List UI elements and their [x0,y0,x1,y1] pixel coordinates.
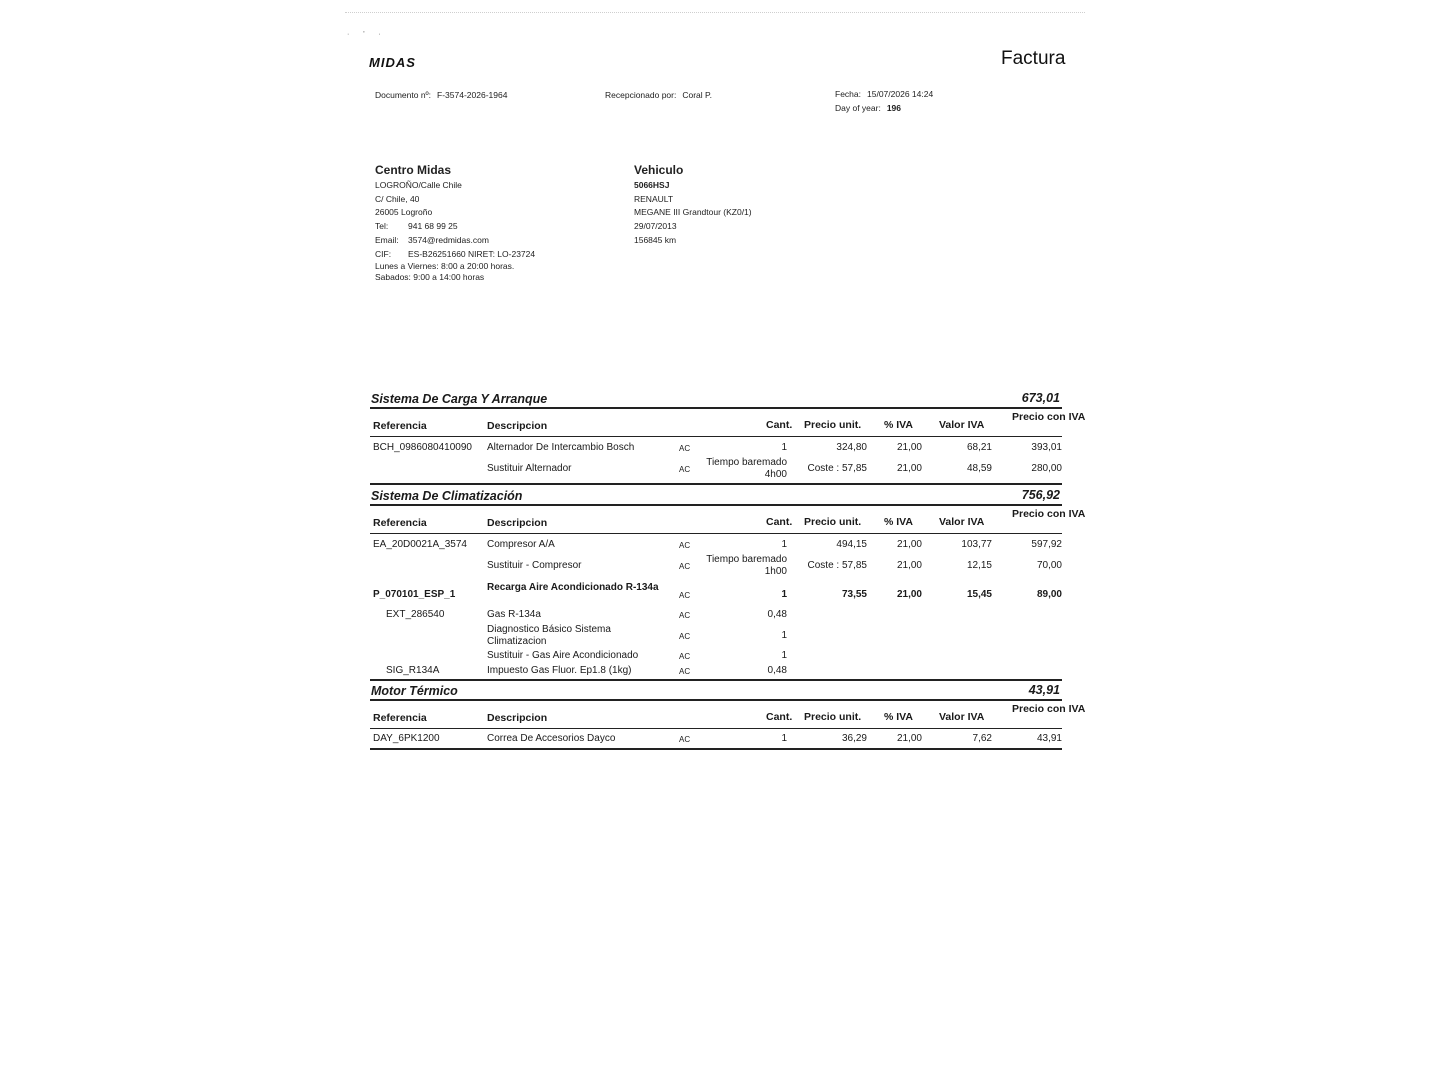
row-ac-code: AC [679,652,691,661]
center-email [375,234,535,248]
row-ac-code: AC [679,541,691,550]
col-price-with-vat: Precio con IVA [1012,508,1086,520]
opening-hours-saturday: Sabados: 9:00 a 14:00 horas [375,272,485,283]
col-vat-value: Valor IVA [939,419,985,431]
row-description: Sustituir - Compresor [487,560,582,571]
received-by-label: Recepcionado por: [605,90,677,100]
received-by [605,90,712,100]
row-unit-price: 36,29 [841,733,867,744]
center-address-line3: 26005 Logroño [375,207,433,218]
day-of-year-label: Day of year: [835,103,881,113]
center-address-line1: LOGROÑO/Calle Chile [375,180,462,190]
vehicle-info [634,162,752,248]
invoice-date-label: Fecha: [835,89,861,99]
table-row [370,622,1062,650]
row-vat-percent: 21,00 [896,442,922,453]
row-vat-value: 7,62 [972,733,992,744]
row-ac-code: AC [679,735,691,744]
row-vat-percent: 21,00 [896,539,922,550]
row-vat-percent: 21,00 [896,463,922,474]
row-vat-percent: 21,00 [896,560,922,571]
table-row [370,608,1062,622]
scan-edge-line [345,12,1085,14]
row-vat-percent: 21,00 [896,589,922,600]
row-description: Compresor A/A [487,539,555,550]
row-description: Sustituir Alternador [487,463,572,474]
row-description: Impuesto Gas Fluor. Ep1.8 (1kg) [487,665,632,676]
column-headers [370,409,1086,437]
section-engine [370,683,1086,750]
section-rows [370,729,1062,750]
row-vat-value: 48,59 [966,463,992,474]
section-title: Sistema De Climatización [371,489,523,503]
row-unit-price: Coste : 57,85 [807,463,867,474]
row-reference: P_070101_ESP_1 [373,589,456,600]
row-unit-price: 73,55 [841,589,867,600]
center-cif [375,248,535,262]
document-number-label: Documento nº: [375,90,432,100]
section-header [370,391,1062,409]
col-vat-percent: % IVA [884,419,913,431]
midas-logo: MIDAS [369,55,416,70]
document-number-value: F-3574-2026-1964 [437,90,508,100]
row-quantity: 0,48 [767,609,787,620]
vehicle-model: MEGANE III Grandtour (KZ0/1) [634,207,752,218]
column-headers [370,506,1086,534]
invoice-date [835,89,933,99]
col-unit-price: Precio unit. [804,516,862,528]
row-reference: SIG_R134A [386,665,440,676]
table-row [370,729,1062,748]
col-quantity: Cant. [766,711,793,723]
document-number [375,90,507,100]
section-title: Sistema De Carga Y Arranque [371,392,548,406]
document-title: Factura [1001,48,1066,69]
section-rows [370,534,1062,681]
row-vat-value: 12,15 [966,560,992,571]
col-price-with-vat: Precio con IVA [1012,411,1086,423]
row-description: Gas R-134a [487,609,541,620]
row-description: Alternador De Intercambio Bosch [487,442,635,453]
col-vat-value: Valor IVA [939,711,985,723]
row-quantity: Tiempo baremado 4h00 [706,457,787,480]
center-info [375,162,535,283]
vehicle-plate: 5066HSJ [634,180,670,190]
row-vat-percent: 21,00 [896,733,922,744]
section-total: 756,92 [1021,488,1060,502]
table-row [370,580,1062,608]
received-by-value: Coral P. [682,90,712,100]
day-of-year-value: 196 [886,103,902,113]
day-of-year [835,103,901,113]
table-row [370,457,1062,483]
table-row [370,534,1062,554]
section-rows [370,437,1062,485]
row-description: Correa De Accesorios Dayco [487,733,616,744]
table-row [370,437,1062,457]
center-address-line2: C/ Chile, 40 [375,193,420,204]
section-total: 43,91 [1028,683,1060,697]
row-vat-value: 103,77 [961,539,992,550]
center-name: Centro Midas [375,163,452,177]
col-description: Descripcion [487,712,548,724]
cif-label: CIF: [375,248,392,259]
vehicle-heading: Vehiculo [634,163,684,177]
col-vat-value: Valor IVA [939,516,985,528]
row-ac-code: AC [679,632,691,641]
col-unit-price: Precio unit. [804,711,862,723]
row-ac-code: AC [679,667,691,676]
section-total: 673,01 [1021,391,1060,405]
row-ac-code: AC [679,611,691,620]
section-header [370,683,1062,701]
row-description: Sustituir - Gas Aire Acondicionado [487,650,639,661]
row-unit-price: 494,15 [836,539,867,550]
row-quantity: 1 [781,442,787,453]
section-title: Motor Térmico [371,684,458,698]
row-price-with-vat: 43,91 [1036,733,1062,744]
row-price-with-vat: 393,01 [1031,442,1062,453]
section-charging-starting [370,391,1086,485]
col-reference: Referencia [373,712,427,724]
row-quantity: 1 [781,589,787,600]
email-value: 3574@redmidas.com [408,234,489,245]
vehicle-registration-date: 29/07/2013 [634,221,677,232]
row-vat-value: 15,45 [966,589,992,600]
col-vat-percent: % IVA [884,516,913,528]
col-unit-price: Precio unit. [804,419,862,431]
row-unit-price: 324,80 [836,442,867,453]
row-description: Diagnostico Básico Sistema Climatizacion [487,624,611,647]
vehicle-make: RENAULT [634,193,674,204]
row-ac-code: AC [679,591,691,600]
col-vat-percent: % IVA [884,711,913,723]
row-quantity: 1 [781,630,787,641]
invoice-date-value: 15/07/2026 14:24 [867,89,934,99]
col-price-with-vat: Precio con IVA [1012,703,1086,715]
row-reference: BCH_0986080410090 [373,442,472,453]
scan-specks: · ' · [347,31,387,38]
col-reference: Referencia [373,517,427,529]
opening-hours-weekdays: Lunes a Viernes: 8:00 a 20:00 horas. [375,261,515,272]
row-quantity: 1 [781,650,787,661]
col-quantity: Cant. [766,419,793,431]
row-reference: DAY_6PK1200 [373,733,440,744]
column-headers [370,701,1086,729]
table-row [370,664,1062,679]
table-row [370,650,1062,664]
phone-label: Tel: [375,221,389,232]
row-price-with-vat: 89,00 [1036,589,1062,600]
phone-value: 941 68 99 25 [408,221,458,232]
row-quantity: 0,48 [767,665,787,676]
row-reference: EA_20D0021A_3574 [373,539,467,550]
vehicle-mileage: 156845 km [634,234,677,245]
row-unit-price: Coste : 57,85 [807,560,867,571]
row-quantity: 1 [781,733,787,744]
row-quantity: 1 [781,539,787,550]
row-description: Recarga Aire Acondicionado R-134a [487,582,659,593]
section-climate-control [370,488,1086,681]
col-quantity: Cant. [766,516,793,528]
row-price-with-vat: 280,00 [1031,463,1062,474]
row-vat-value: 68,21 [966,442,992,453]
cif-value: ES-B26251660 NIRET: LO-23724 [408,248,536,259]
row-price-with-vat: 597,92 [1031,539,1062,550]
table-row [370,554,1062,580]
col-description: Descripcion [487,420,548,432]
row-price-with-vat: 70,00 [1036,560,1062,571]
row-ac-code: AC [679,444,691,453]
row-reference: EXT_286540 [386,609,445,620]
row-ac-code: AC [679,562,691,571]
col-description: Descripcion [487,517,548,529]
email-label: Email: [375,234,399,245]
row-ac-code: AC [679,465,691,474]
col-reference: Referencia [373,420,427,432]
center-phone [375,220,535,234]
row-quantity: Tiempo baremado 1h00 [706,554,787,577]
section-header [370,488,1062,506]
